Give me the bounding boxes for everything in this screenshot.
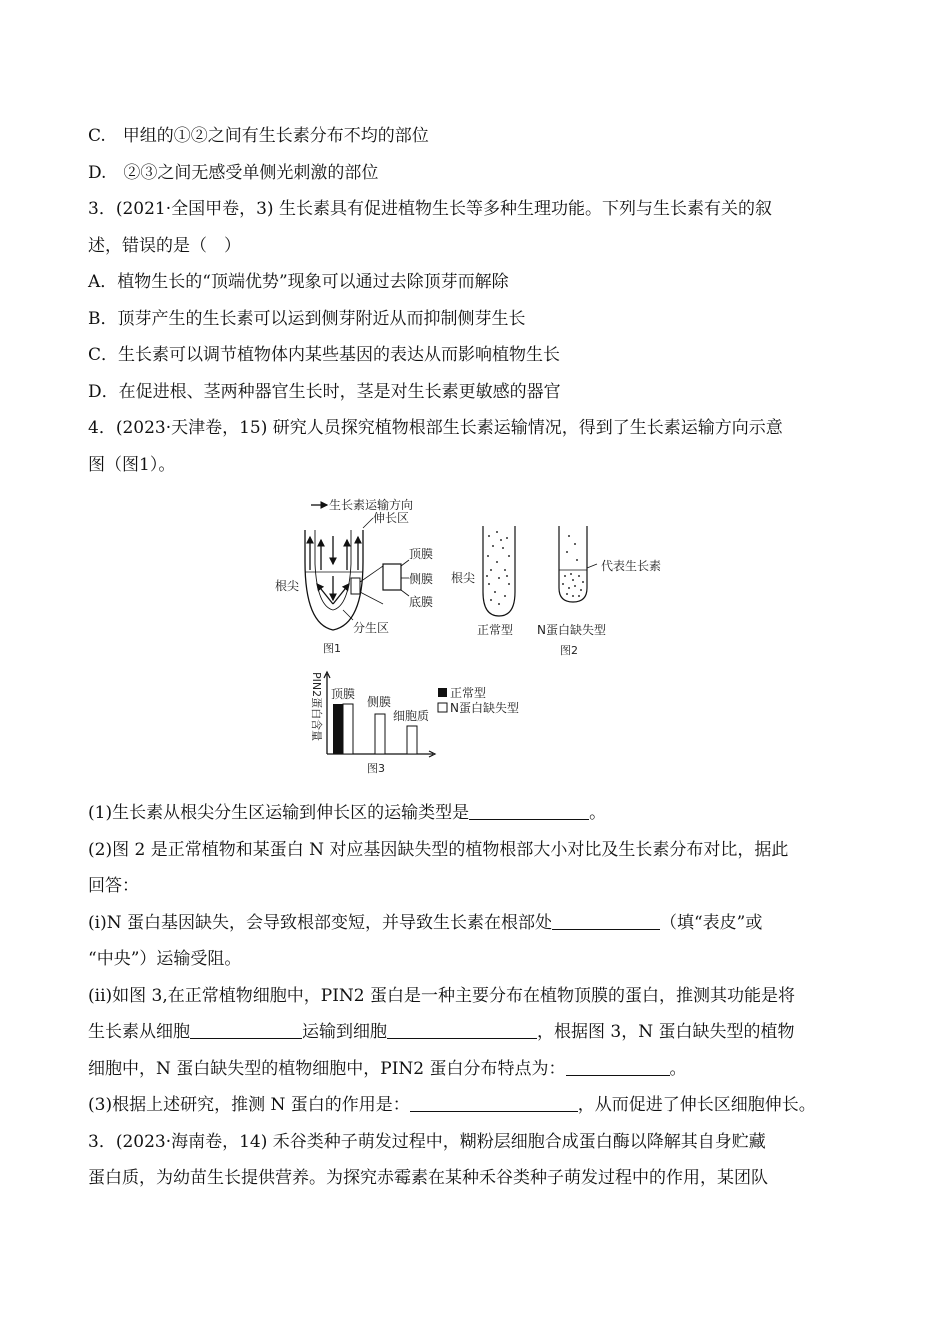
fig2-auxin-label: 代表生长素 — [601, 559, 662, 573]
q3-line: (3)根据上述研究，推测 N 蛋白的作用是： ，从而促进了伸长区细胞伸长。 — [88, 1095, 816, 1115]
cell-box — [383, 564, 401, 590]
fig1-elongation-label: 伸长区 — [373, 511, 410, 525]
question-4-stem-cont: 图（图1）。 — [88, 454, 176, 475]
fig1-caption: 图1 — [323, 642, 341, 655]
fig3-legend-normal: 正常型 — [450, 686, 487, 700]
q2i-line-cont: “中央”）运输受阻。 — [88, 949, 242, 969]
fig1-side-membrane-label: 侧膜 — [409, 572, 434, 586]
q2ii-line-2: 生长素从细胞 运输到细胞 ，根据图 3，N 蛋白缺失型的植物 — [88, 1022, 795, 1042]
question-3-stem: 3．(2021·全国甲卷，3) 生长素具有促进植物生长等多种生理功能。下列与生长素有关的叙 — [88, 199, 772, 219]
q2i-blank[interactable] — [552, 911, 660, 930]
fig3-legend-mutant: N蛋白缺失型 — [450, 701, 519, 715]
legend-normal-swatch — [438, 688, 447, 697]
fig1-meristem-label: 分生区 — [353, 621, 390, 635]
q2ii-blank-2[interactable] — [387, 1020, 537, 1039]
question-5-stem: 3．(2023·海南卷，14) 禾谷类种子萌发过程中，糊粉层细胞合成蛋白酶以降解其自身贮藏 — [88, 1131, 766, 1152]
fig2-mutant-root — [559, 526, 597, 602]
option-a: A．植物生长的“顶端优势”现象可以通过去除顶芽而解除 — [88, 272, 509, 292]
option-c2: C．生长素可以调节植物体内某些基因的表达从而影响植物生长 — [88, 345, 561, 365]
question-5-stem-cont: 蛋白质，为幼苗生长提供营养。为探究赤霉素在某种禾谷类种子萌发过程中的作用，某团队 — [88, 1168, 768, 1188]
fig2-root-tip-label: 根尖 — [451, 571, 476, 585]
fig1-legend — [311, 497, 413, 512]
fig3-bar-label-cytoplasm: 细胞质 — [393, 709, 430, 723]
bar-cytoplasm-mutant — [407, 726, 417, 754]
figure-diagram — [275, 492, 675, 782]
q2-line-cont: 回答： — [88, 876, 139, 896]
option-d2: D．在促进根、茎两种器官生长时，茎是对生长素更敏感的器官 — [88, 381, 561, 402]
fig3-bar-label-top: 顶膜 — [331, 687, 356, 701]
bar-side-mutant — [375, 714, 385, 754]
question-3-stem-cont: 述，错误的是（ ） — [88, 235, 241, 256]
option-d: D. ②③之间无感受单侧光刺激的部位 — [88, 162, 379, 183]
fig3-bar-label-side: 侧膜 — [367, 695, 392, 709]
legend-mutant-swatch — [438, 703, 447, 712]
fig1-root — [305, 518, 409, 630]
fig2-caption: 图2 — [560, 644, 578, 657]
root-outline — [305, 530, 363, 630]
q1-blank[interactable] — [469, 801, 589, 820]
bar-top-mutant — [343, 704, 353, 754]
question-4-stem: 4．(2023·天津卷，15) 研究人员探究植物根部生长素运输情况，得到了生长素运输方向示意 — [88, 418, 783, 438]
q2i-line: (i)N 蛋白基因缺失，会导致根部变短，并导致生长素在根部处 （填“表皮”或 — [88, 912, 763, 933]
fig2-mutant-label: N蛋白缺失型 — [537, 623, 606, 637]
bar-top-normal — [333, 704, 343, 754]
q2ii-blank-1[interactable] — [190, 1020, 302, 1039]
option-c: C. 甲组的①②之间有生长素分布不均的部位 — [88, 126, 429, 146]
q3-blank[interactable] — [410, 1093, 578, 1112]
fig3-caption: 图3 — [367, 762, 385, 775]
fig1-top-membrane-label: 顶膜 — [409, 547, 434, 561]
fig1-legend-label: 生长素运输方向 — [329, 498, 414, 512]
fig2-normal-label: 正常型 — [477, 623, 514, 637]
fig2-normal-root — [483, 526, 515, 616]
q2ii-line-3: 细胞中，N 蛋白缺失型的植物细胞中，PIN2 蛋白分布特点为： 。 — [88, 1058, 687, 1079]
q1-line: (1)生长素从根尖分生区运输到伸长区的运输类型是 。 — [88, 803, 607, 823]
fig3-ylabel: PIN2蛋白含量 — [310, 672, 323, 742]
q2-line: (2)图 2 是正常植物和某蛋白 N 对应基因缺失型的植物根部大小对比及生长素分布对比，据此 — [88, 839, 789, 860]
q2ii-blank-3[interactable] — [566, 1057, 670, 1076]
option-b: B．顶芽产生的生长素可以运到侧芽附近从而抑制侧芽生长 — [88, 308, 526, 329]
q2ii-line: (ii)如图 3,在正常植物细胞中，PIN2 蛋白是一种主要分布在植物顶膜的蛋白，推测其功能是将 — [88, 985, 796, 1006]
fig1-bottom-membrane-label: 底膜 — [409, 595, 434, 609]
fig3-chart — [310, 672, 519, 775]
fig1-root-tip-label: 根尖 — [275, 579, 300, 593]
